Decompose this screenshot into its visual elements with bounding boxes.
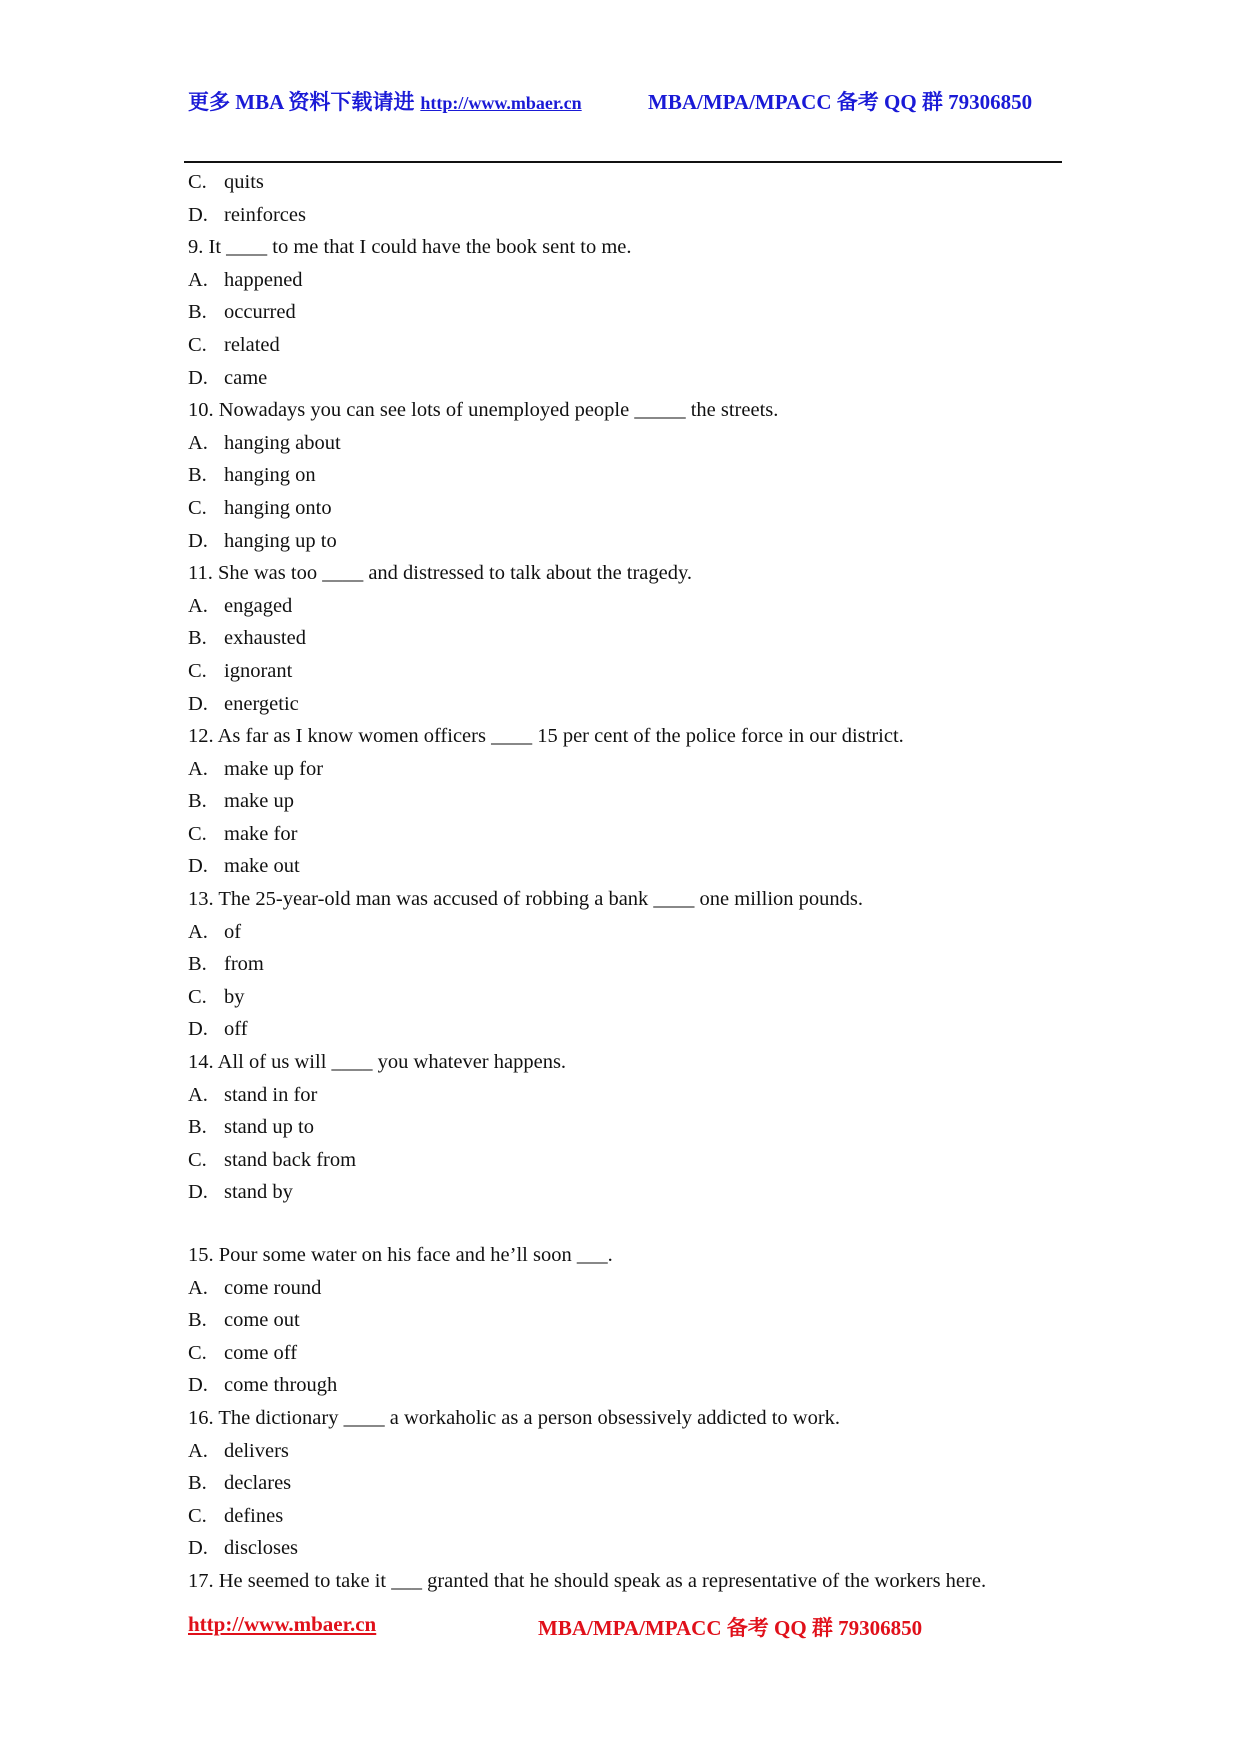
page-footer [188, 1612, 1068, 1644]
answer-option [188, 753, 1068, 786]
answer-option [188, 818, 1068, 851]
question-stem: 14. All of us will ____ you whatever happens. [188, 1051, 567, 1074]
answer-option [188, 1304, 1068, 1337]
option-letter: D. [188, 1181, 208, 1204]
option-text: occurred [224, 301, 296, 324]
question-stem: 17. He seemed to take it ___ granted that he should speak as a representative of the workers here. [188, 1569, 987, 1592]
header-download-text [188, 86, 582, 116]
header-prefix: 更多 MBA 资料下载请进 [188, 90, 415, 114]
option-text: from [224, 953, 264, 976]
option-text: make up for [224, 757, 324, 780]
question-stem: 15. Pour some water on his face and he’ll soon ___. [188, 1244, 613, 1266]
option-text: quits [224, 171, 264, 193]
answer-option [188, 1337, 1068, 1370]
option-letter: D. [188, 1537, 208, 1560]
answer-option [188, 1176, 1068, 1209]
option-text: related [224, 333, 280, 356]
option-letter: B. [188, 464, 207, 487]
option-text: off [224, 1018, 248, 1041]
answer-option [188, 850, 1068, 883]
option-text: come through [224, 1374, 338, 1397]
option-letter: B. [188, 1116, 207, 1139]
answer-option [188, 622, 1068, 655]
option-text: make up [224, 790, 295, 813]
question-stem: 11. She was too ____ and distressed to talk about the tragedy. [188, 562, 693, 585]
option-text: of [224, 920, 242, 943]
question-stem: 10. Nowadays you can see lots of unemployed people _____ the streets. [188, 399, 779, 422]
option-letter: A. [188, 1276, 208, 1299]
option-letter: A. [188, 431, 208, 454]
option-text: ignorant [224, 659, 293, 682]
option-letter: C. [188, 1148, 207, 1171]
option-text: hanging onto [224, 496, 332, 519]
option-letter: A. [188, 920, 208, 943]
option-text: stand up to [224, 1116, 314, 1139]
answer-option [188, 264, 1068, 297]
answer-option [188, 492, 1068, 525]
option-letter: D. [188, 529, 208, 552]
answer-option [188, 199, 1068, 232]
question-stem: 13. The 25-year-old man was accused of robbing a bank ____ one million pounds. [188, 888, 863, 911]
page-header [188, 86, 1068, 120]
footer-url-link[interactable]: http://www.mbaer.cn [188, 1612, 377, 1636]
option-text: discloses [224, 1537, 299, 1560]
answer-option [188, 948, 1068, 981]
answer-option [188, 166, 1068, 199]
option-letter: B. [188, 1309, 207, 1332]
answer-option [188, 1144, 1068, 1177]
option-letter: C. [188, 333, 207, 356]
answer-option [188, 1435, 1068, 1468]
option-letter: C. [188, 171, 207, 193]
answer-option [188, 1013, 1068, 1046]
answer-option [188, 916, 1068, 949]
option-letter: B. [188, 1472, 207, 1495]
option-text: energetic [224, 692, 299, 715]
answer-option [188, 296, 1068, 329]
answer-option [188, 655, 1068, 688]
option-text: defines [224, 1504, 284, 1527]
option-letter: D. [188, 692, 208, 715]
option-letter: D. [188, 366, 208, 389]
option-text: make out [224, 855, 300, 878]
answer-option [188, 329, 1068, 362]
option-letter: C. [188, 1341, 207, 1364]
option-text: exhausted [224, 627, 306, 650]
option-letter: D. [188, 203, 208, 226]
answer-option [188, 590, 1068, 623]
option-letter: C. [188, 1504, 207, 1527]
option-text: hanging about [224, 431, 341, 454]
answer-option [188, 981, 1068, 1014]
option-letter: B. [188, 301, 207, 324]
option-letter: B. [188, 790, 207, 813]
blank-line [188, 1209, 1068, 1239]
option-text: come round [224, 1276, 322, 1299]
answer-option [188, 1111, 1068, 1144]
answer-option [188, 525, 1068, 558]
option-text: stand back from [224, 1148, 357, 1171]
answer-option [188, 688, 1068, 721]
option-text: come out [224, 1309, 300, 1332]
answer-option [188, 1467, 1068, 1500]
option-text: engaged [224, 594, 293, 617]
option-letter: C. [188, 496, 207, 519]
header-qq-group: MBA/MPA/MPACC 备考 QQ 群 79306850 [648, 90, 1033, 114]
option-letter: B. [188, 953, 207, 976]
header-url-link[interactable]: http://www.mbaer.cn [420, 93, 582, 113]
option-text: hanging up to [224, 529, 337, 552]
option-text: declares [224, 1472, 292, 1495]
option-letter: A. [188, 594, 208, 617]
option-text: reinforces [224, 203, 306, 226]
footer-qq-group: MBA/MPA/MPACC 备考 QQ 群 79306850 [538, 1616, 923, 1640]
option-text: stand in for [224, 1083, 318, 1106]
answer-option [188, 1532, 1068, 1565]
option-text: delivers [224, 1439, 289, 1462]
option-letter: A. [188, 1083, 208, 1106]
option-text: stand by [224, 1181, 293, 1204]
answer-option [188, 1369, 1068, 1402]
answer-option [188, 1272, 1068, 1305]
option-text: make for [224, 822, 298, 845]
option-letter: D. [188, 1018, 208, 1041]
option-text: came [224, 366, 268, 389]
answer-option [188, 427, 1068, 460]
option-text: come off [224, 1341, 298, 1364]
option-letter: A. [188, 1439, 208, 1462]
option-letter: D. [188, 1374, 208, 1397]
option-text: happened [224, 268, 303, 291]
option-letter: C. [188, 985, 207, 1008]
option-letter: A. [188, 268, 208, 291]
option-letter: B. [188, 627, 207, 650]
question-stem: 9. It ____ to me that I could have the book sent to me. [188, 236, 632, 259]
question-stem: 12. As far as I know women officers ____ 15 per cent of the police force in our district. [188, 725, 904, 748]
question-stem: 16. The dictionary ____ a workaholic as a person obsessively addicted to work. [188, 1406, 841, 1429]
answer-option [188, 1079, 1068, 1112]
option-letter: D. [188, 855, 208, 878]
option-letter: C. [188, 659, 207, 682]
answer-option [188, 1500, 1068, 1533]
option-text: by [224, 985, 245, 1008]
option-letter: A. [188, 757, 208, 780]
header-divider [184, 161, 1062, 163]
question-list [188, 166, 1068, 1598]
option-letter: C. [188, 822, 207, 845]
answer-option [188, 785, 1068, 818]
option-text: hanging on [224, 464, 316, 487]
answer-option [188, 459, 1068, 492]
answer-option [188, 362, 1068, 395]
